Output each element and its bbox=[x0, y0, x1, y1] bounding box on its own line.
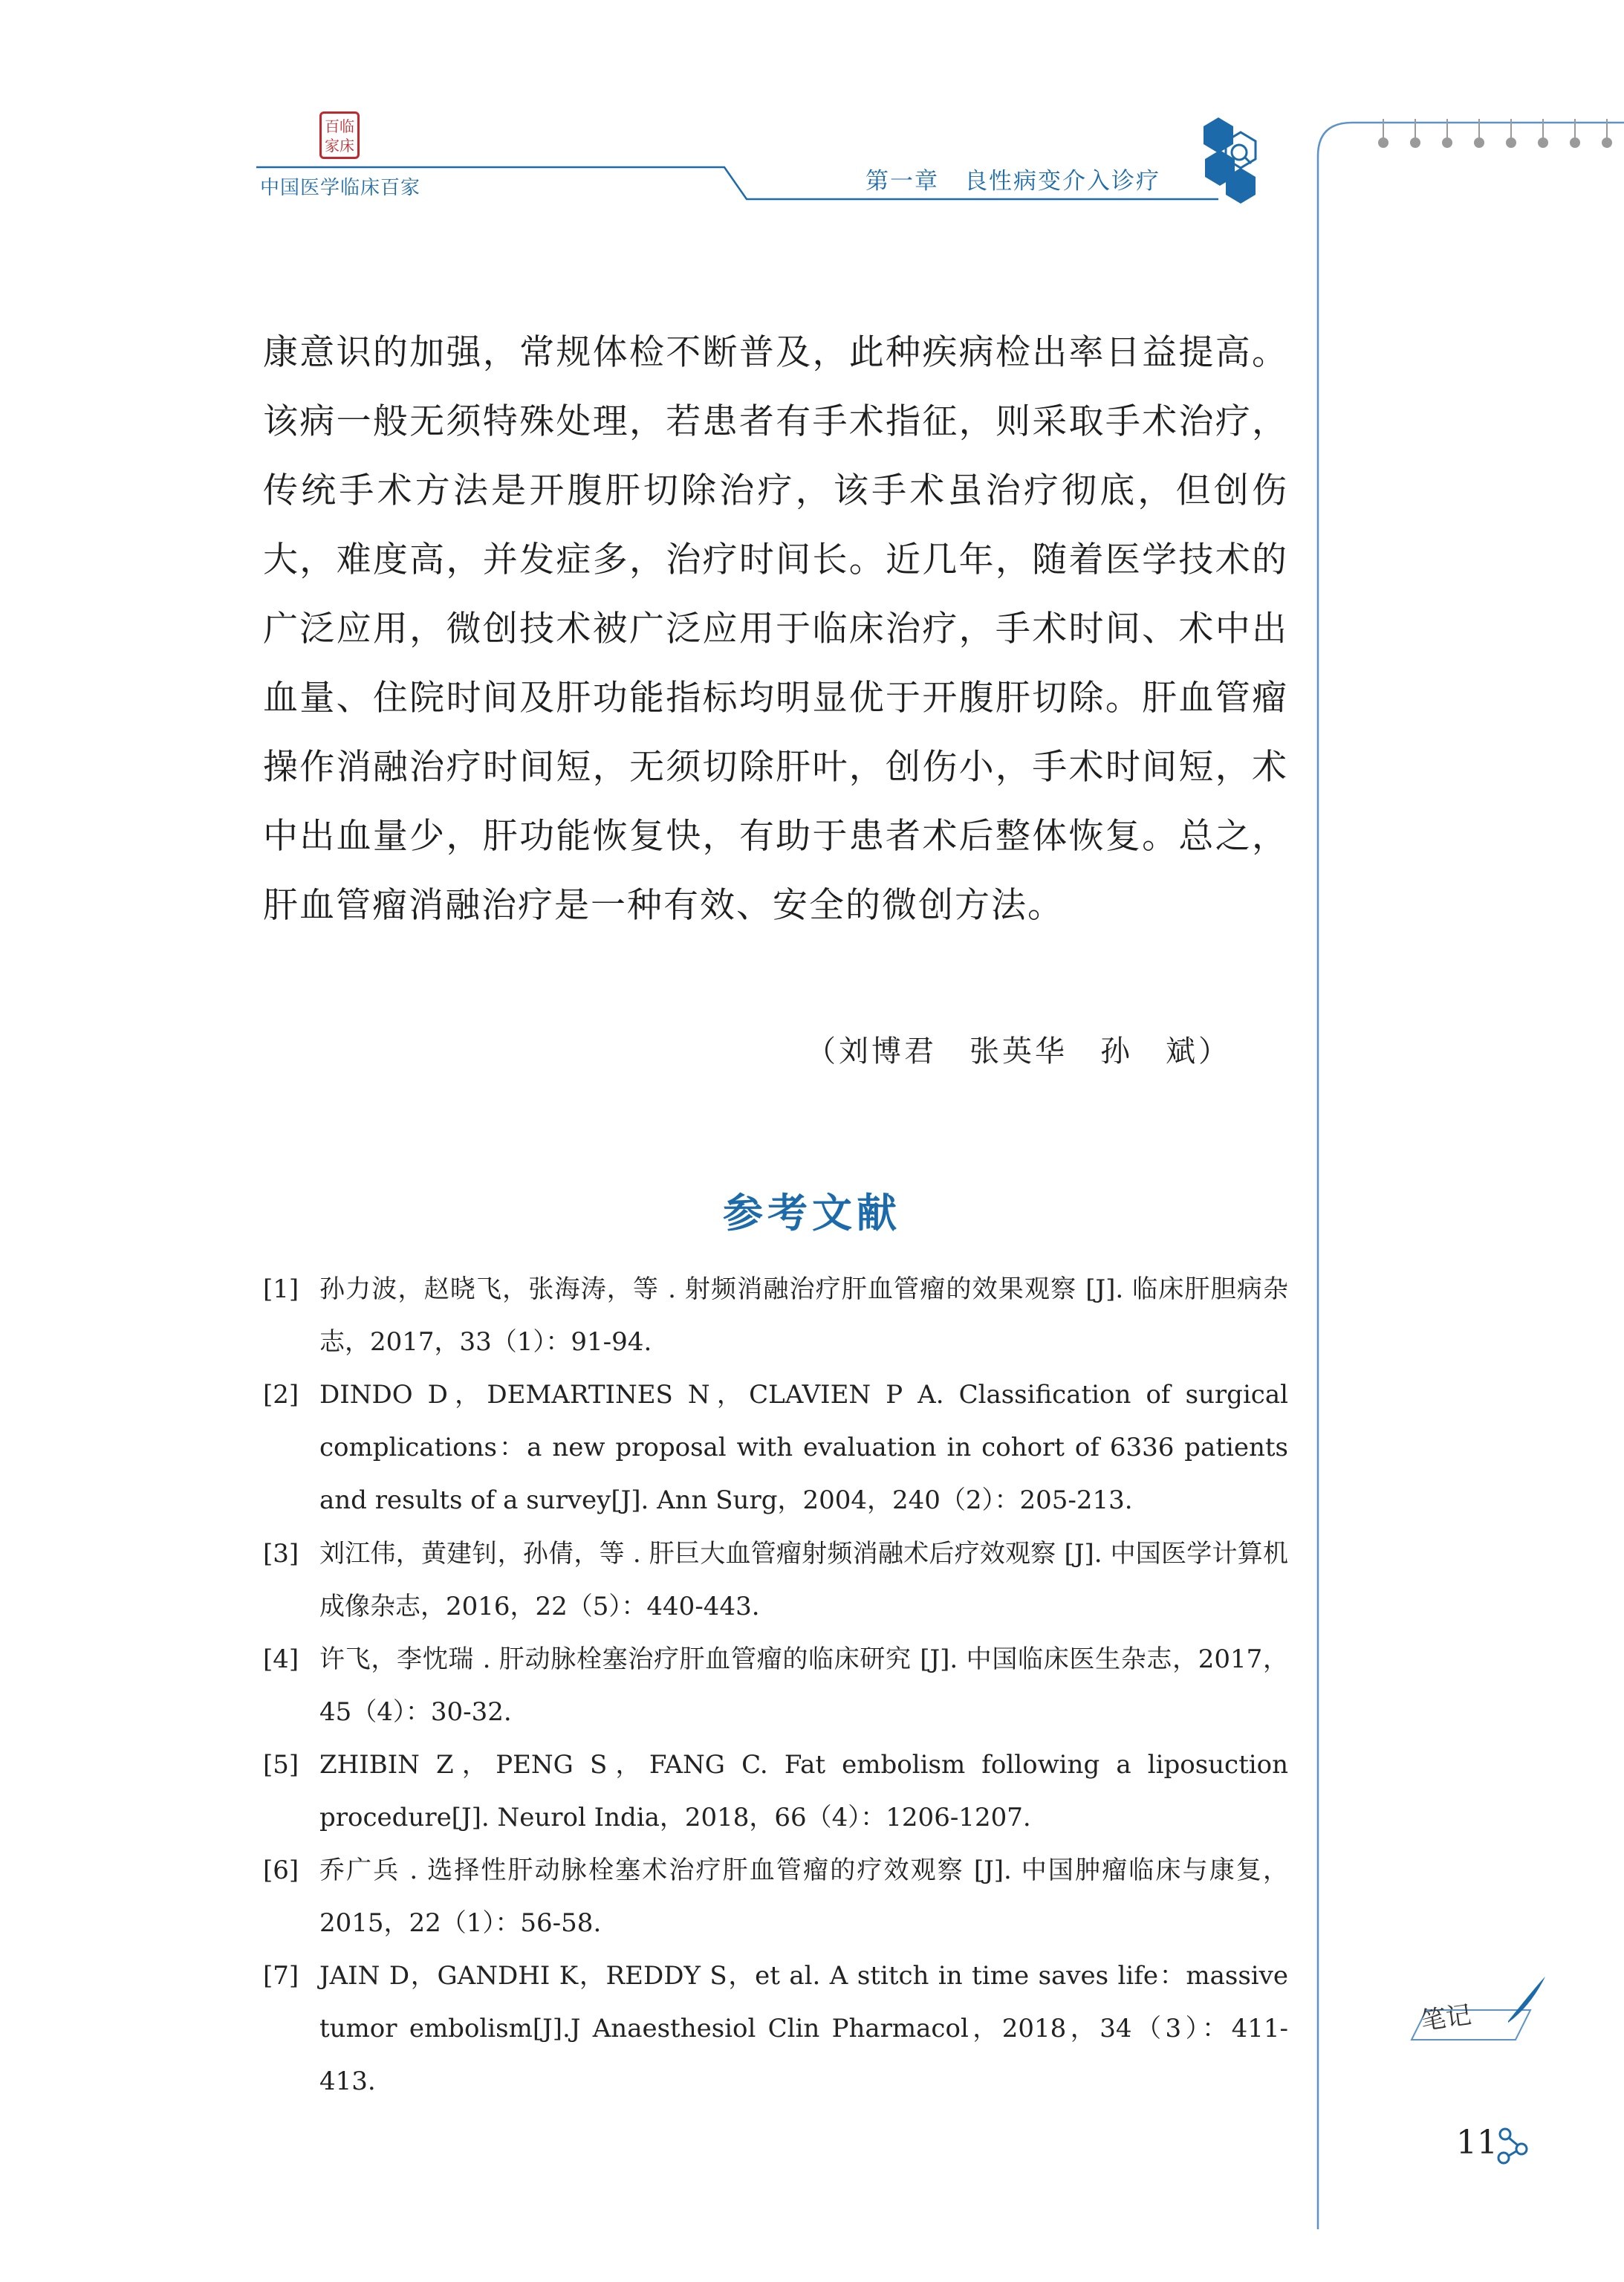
reference-item bbox=[263, 1950, 1288, 2108]
reference-text: DINDO D，DEMARTINES N，CLAVIEN P A. Classification of surgical complications：a new proposal with evaluation in cohort of 6336 patients and results of a survey[J]. Ann Surg，2004，240（2）：205-213. bbox=[319, 1380, 1288, 1515]
reference-number: [3] bbox=[263, 1539, 299, 1569]
reference-text: 许飞，李忱瑞 . 肝动脉栓塞治疗肝血管瘤的临床研究 [J]. 中国临床医生杂志，2017，45（4）：30-32. bbox=[319, 1644, 1288, 1727]
reference-number: [1] bbox=[263, 1274, 299, 1304]
reference-text: JAIN D，GANDHI K，REDDY S，et al. A stitch in time saves life：massive tumor embolism[J].J Anaesthesiol Clin Pharmacol，2018，34（3）：411-413. bbox=[319, 1961, 1288, 2096]
reference-number: [6] bbox=[263, 1855, 299, 1885]
authors-line: （刘博君 张英华 孙 斌） bbox=[806, 1034, 1231, 1069]
brand-name: 中国医学临床百家 bbox=[260, 177, 421, 199]
page-number: 11 bbox=[1456, 2124, 1498, 2162]
reference-text: ZHIBIN Z，PENG S，FANG C. Fat embolism following a liposuction procedure[J]. Neurol India，2018，66（4）：1206-1207. bbox=[319, 1750, 1288, 1832]
hexagon-logo-icon bbox=[1204, 117, 1256, 204]
notes-label: 笔记 bbox=[1419, 2000, 1473, 2037]
reference-text: 孙力波，赵晓飞，张海涛，等 . 射频消融治疗肝血管瘤的效果观察 [J]. 临床肝胆病杂志，2017，33（1）：91-94. bbox=[319, 1274, 1288, 1357]
chapter-number: 第一章 bbox=[865, 168, 939, 195]
reference-number: [5] bbox=[263, 1750, 299, 1780]
reference-item bbox=[263, 1844, 1288, 1950]
reference-item bbox=[263, 1369, 1288, 1527]
reference-number: [7] bbox=[263, 1961, 299, 1991]
notes-margin-line bbox=[1318, 123, 1624, 2229]
brand-seal-logo: 百临 家床 bbox=[319, 111, 360, 159]
reference-item bbox=[263, 1528, 1288, 1633]
molecule-icon bbox=[1498, 2129, 1527, 2163]
reference-item bbox=[263, 1263, 1288, 1369]
reference-text: 刘江伟，黄建钊，孙倩，等 . 肝巨大血管瘤射频消融术后疗效观察 [J]. 中国医学计算机成像杂志，2016，22（5）：440-443. bbox=[319, 1539, 1288, 1621]
reference-number: [4] bbox=[263, 1644, 299, 1674]
references-title: 参考文献 bbox=[723, 1190, 901, 1236]
reference-number: [2] bbox=[263, 1380, 299, 1410]
reference-text: 乔广兵 . 选择性肝动脉栓塞术治疗肝血管瘤的疗效观察 [J]. 中国肿瘤临床与康复，2015，22（1）：56-58. bbox=[319, 1855, 1288, 1938]
chapter-heading bbox=[865, 162, 1160, 195]
body-paragraph: 康意识的加强，常规体检不断普及，此种疾病检出率日益提高。该病一般无须特殊处理，若患者有手术指征，则采取手术治疗，传统手术方法是开腹肝切除治疗，该手术虽治疗彻底，但创伤大，难度高，并发症多，治疗时间长。近几年，随着医学技术的广泛应用，微创技术被广泛应用于临床治疗，手术时间、术中出血量、住院时间及肝功能指标均明显优于开腹肝切除。肝血管瘤操作消融治疗时间短，无须切除肝叶，创伤小，手术时间短，术中出血量少，肝功能恢复快，有助于患者术后整体恢复。总之，肝血管瘤消融治疗是一种有效、安全的微创方法。 bbox=[263, 332, 1288, 926]
reference-item bbox=[263, 1739, 1288, 1844]
chapter-title: 良性病变介入诊疗 bbox=[964, 168, 1160, 195]
reference-item bbox=[263, 1633, 1288, 1739]
